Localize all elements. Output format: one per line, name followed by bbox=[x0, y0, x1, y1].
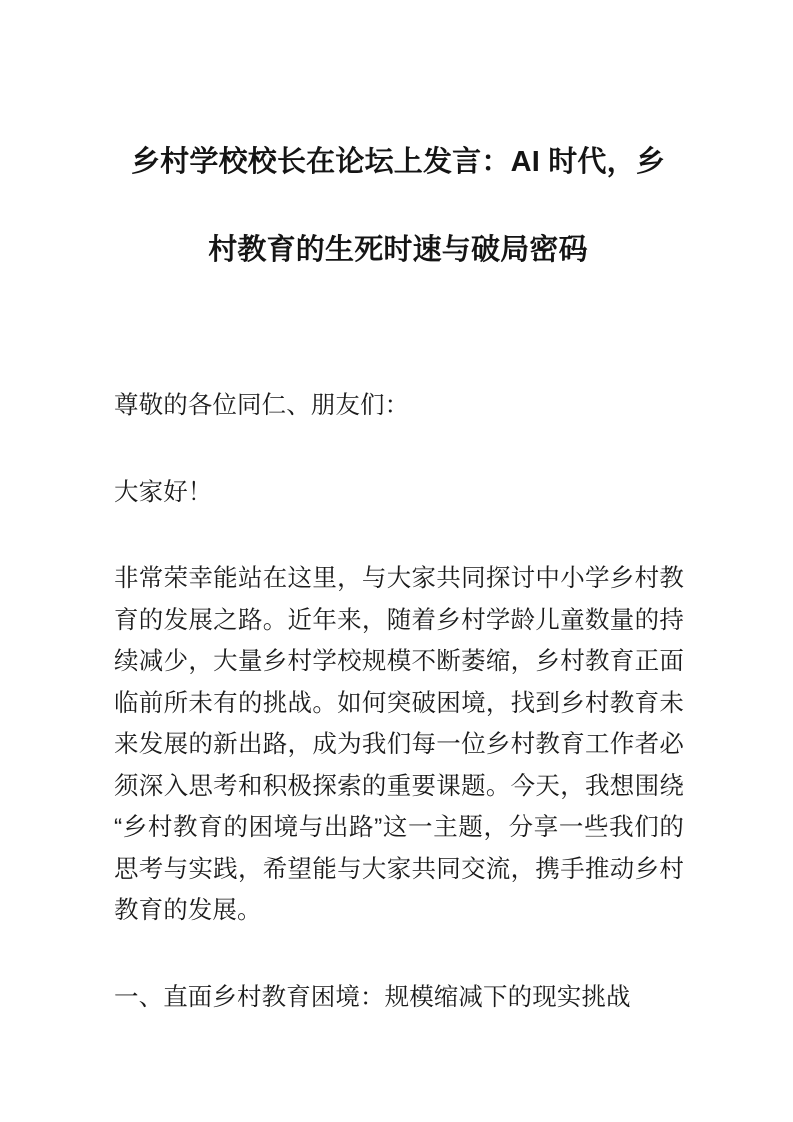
introduction-paragraph: 非常荣幸能站在这里，与大家共同探讨中小学乡村教育的发展之路。近年来，随着乡村学龄儿童数量的持续减少，大量乡村学校规模不断萎缩，乡村教育正面临前所未有的挑战。如何突破困境，找到乡村教育未来发展的新出路，成为我们每一位乡村教育工作者必须深入思考和积极探索的重要课题。今天，我想围绕“乡村教育的困境与出路”这一主题，分享一些我们的思考与实践，希望能与大家共同交流，携手推动乡村教育的发展。 bbox=[114, 565, 684, 924]
page-title bbox=[113, 118, 683, 294]
greeting-paragraph: 大家好！ bbox=[114, 478, 213, 506]
page-title-line-2: 村教育的生死时速与破局密码 bbox=[208, 234, 588, 266]
section-heading-one: 一、直面乡村教育困境：规模缩减下的现实挑战 bbox=[114, 983, 631, 1011]
page-title-line-1: 乡村学校校长在论坛上发言：AI 时代，乡 bbox=[130, 146, 666, 178]
salutation-paragraph: 尊敬的各位同仁、朋友们： bbox=[114, 392, 410, 419]
document-body bbox=[114, 385, 684, 1018]
